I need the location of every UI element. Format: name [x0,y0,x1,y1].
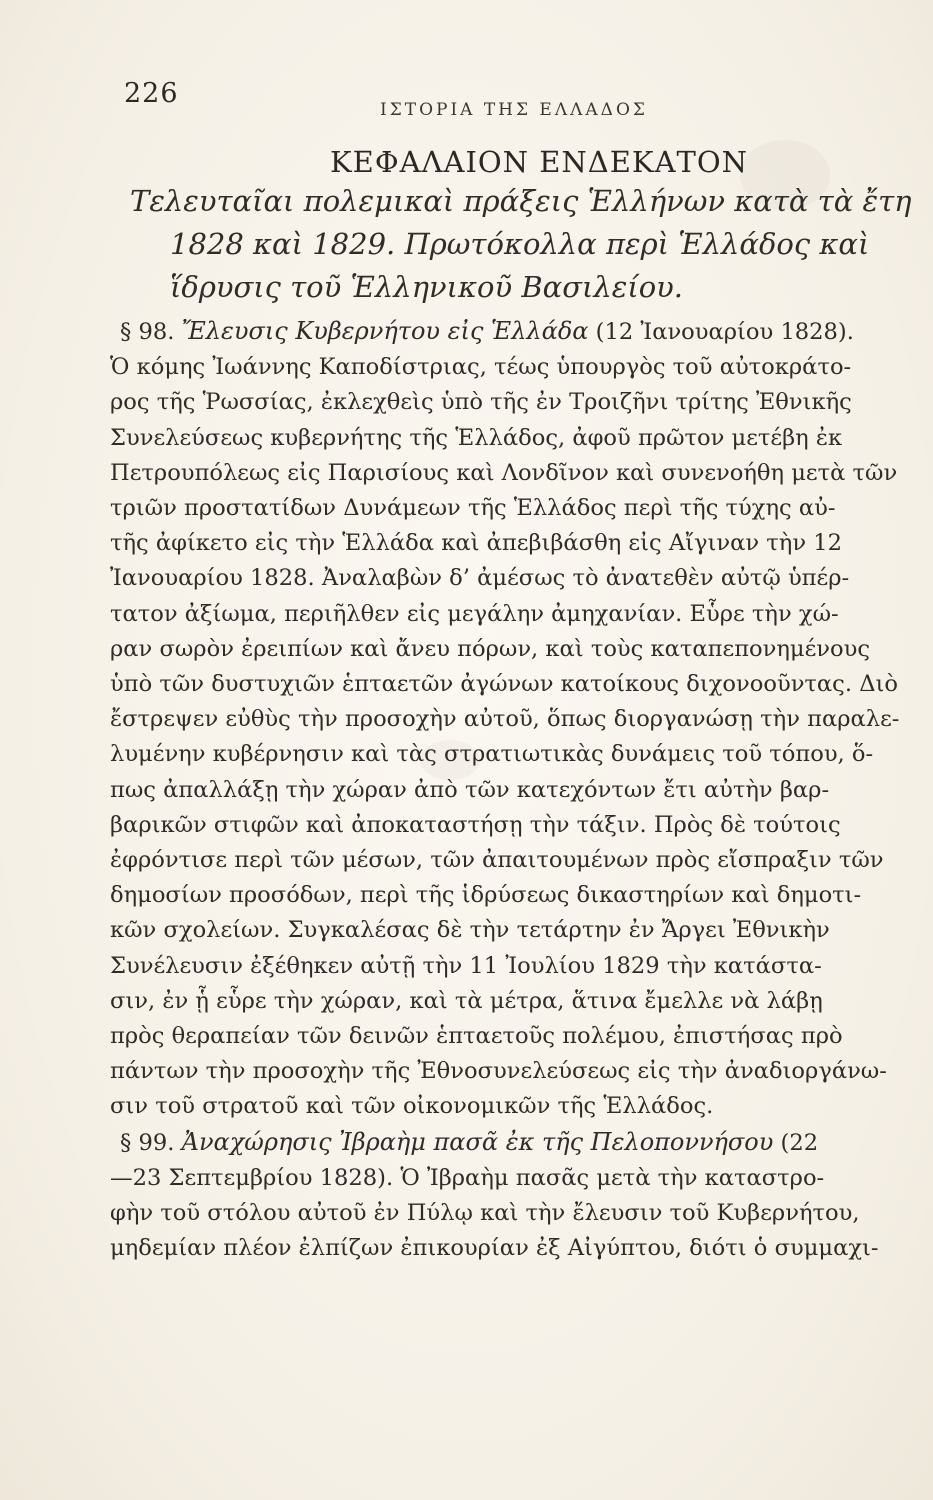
chapter-title: ΚΕΦΑΛΑΙΟΝ ΕΝΔΕΚΑΤΟΝ [330,145,749,179]
text-line: τῆς ἀφίκετο εἰς τὴν Ἑλλάδα καὶ ἀπεβιβάσθη εἰς Αἴγιναν τὴν 12 [110,530,842,557]
text-line: Ὁ κόμης Ἰωάννης Καποδίστριας, τέως ὑπουργὸς τοῦ αὐτοκράτο- [110,354,852,381]
text-line: Ἰανουαρίου 1828. Ἀναλαβὼν δ’ ἀμέσως τὸ ἀνατεθὲν αὐτῷ ὑπέρ- [110,565,850,592]
text-line: κῶν σχολείων. Συγκαλέσας δὲ τὴν τετάρτην ἐν Ἄργει Ἐθνικὴν [110,917,830,944]
text-line: δημοσίων προσόδων, περὶ τῆς ἱδρύσεως δικαστηρίων καὶ δημοτι- [110,882,862,909]
text-line: ἐφρόντισε περὶ τῶν μέσων, τῶν ἀπαιτουμένων πρὸς εἴσπραξιν τῶν [110,847,884,874]
section-number: § 99. [120,1129,175,1156]
summary-line: 1828 καὶ 1829. Πρωτόκολλα περὶ Ἑλλάδος καὶ [170,227,870,261]
text-line: ὑπὸ τῶν δυστυχιῶν ἑπταετῶν ἀγώνων κατοίκους διχονοοῦντας. Διὸ [110,671,898,698]
text-line: —23 Σεπτεμβρίου 1828). Ὁ Ἰβραὴμ πασᾶς μετὰ τὴν καταστρο- [110,1164,825,1191]
section-title: Ἔλευσις Κυβερνήτου εἰς Ἑλλάδα [181,317,589,345]
text-line: τριῶν προστατίδων Δυνάμεων τῆς Ἑλλάδος περὶ τῆς τύχης αὐ- [110,495,836,522]
text-line: λυμένην κυβέρνησιν καὶ τὰς στρατιωτικὰς δυνάμεις τοῦ τόπου, ὅ- [110,741,874,768]
text-line: ρος τῆς Ῥωσσίας, ἐκλεχθεὶς ὑπὸ τῆς ἐν Τροιζῆνι τρίτης Ἐθνικῆς [110,389,852,416]
running-head: ΙΣΤΟΡΙΑ ΤΗΣ ΕΛΛΑΔΟΣ [380,100,648,120]
summary-line: ἵδρυσις τοῦ Ἑλληνικοῦ Βασιλείου. [170,270,684,304]
section-number: § 98. [120,319,175,345]
text-line: ἔστρεψεν εὐθὺς τὴν προσοχὴν αὐτοῦ, ὅπως διοργανώσῃ τὴν παραλε- [110,706,900,733]
section-date: (12 Ἰανουαρίου 1828). [595,319,854,345]
text-line: πάντων τὴν προσοχὴν τῆς Ἐθνοσυνελεύσεως εἰς τὴν ἀναδιοργάνω- [110,1058,887,1085]
section-heading [110,1125,880,1161]
text-line: σιν τοῦ στρατοῦ καὶ τῶν οἰκονομικῶν τῆς Ἑλλάδος. [110,1093,714,1120]
text-line: πως ἀπαλλάξῃ τὴν χώραν ἀπὸ τῶν κατεχόντων ἔτι αὐτὴν βαρ- [110,776,830,803]
page-header [0,78,933,118]
body-text [110,314,900,1266]
section-date: (22 [780,1129,819,1156]
section-heading [110,314,880,350]
text-line: Πετρουπόλεως εἰς Παρισίους καὶ Λονδῖνον καὶ συνενοήθη μετὰ τῶν [110,459,898,486]
text-line: φὴν τοῦ στόλου αὐτοῦ ἐν Πύλῳ καὶ τὴν ἔλευσιν τοῦ Κυβερνήτου, [110,1200,860,1227]
text-line: μηδεμίαν πλέον ἐλπίζων ἐπικουρίαν ἐξ Αἰγύπτου, διότι ὁ συμμαχι- [110,1235,879,1262]
section-title: Ἀναχώρησις Ἰβραὴμ πασᾶ ἐκ τῆς Πελοποννήσου [181,1127,774,1156]
text-line: πρὸς θεραπείαν τῶν δεινῶν ἑπταετοῦς πολέμου, ἐπιστήσας πρὸ [110,1023,843,1050]
text-line: σιν, ἐν ᾗ εὗρε τὴν χώραν, καὶ τὰ μέτρα, ἅτινα ἔμελλε νὰ λάβῃ [110,987,823,1014]
text-line: τατον ἀξίωμα, περιῆλθεν εἰς μεγάλην ἀμηχανίαν. Εὗρε τὴν χώ- [110,600,839,627]
text-line: βαρικῶν στιφῶν καὶ ἀποκαταστήσῃ τὴν τάξιν. Πρὸς δὲ τούτοις [110,811,841,838]
text-line: ραν σωρὸν ἐρειπίων καὶ ἄνευ πόρων, καὶ τοὺς καταπεπονημένους [110,635,871,662]
summary-line: Τελευταῖαι πολεμικαὶ πράξεις Ἑλλήνων κατὰ τὰ ἔτη [130,184,912,218]
text-line: Συνέλευσιν ἐξέθηκεν αὐτῇ τὴν 11 Ἰουλίου 1829 τὴν κατάστα- [110,952,822,979]
page-number: 226 [124,78,179,109]
chapter-summary [130,180,912,309]
text-line: Συνελεύσεως κυβερνήτης τῆς Ἑλλάδος, ἀφοῦ πρῶτον μετέβη ἐκ [110,424,843,451]
